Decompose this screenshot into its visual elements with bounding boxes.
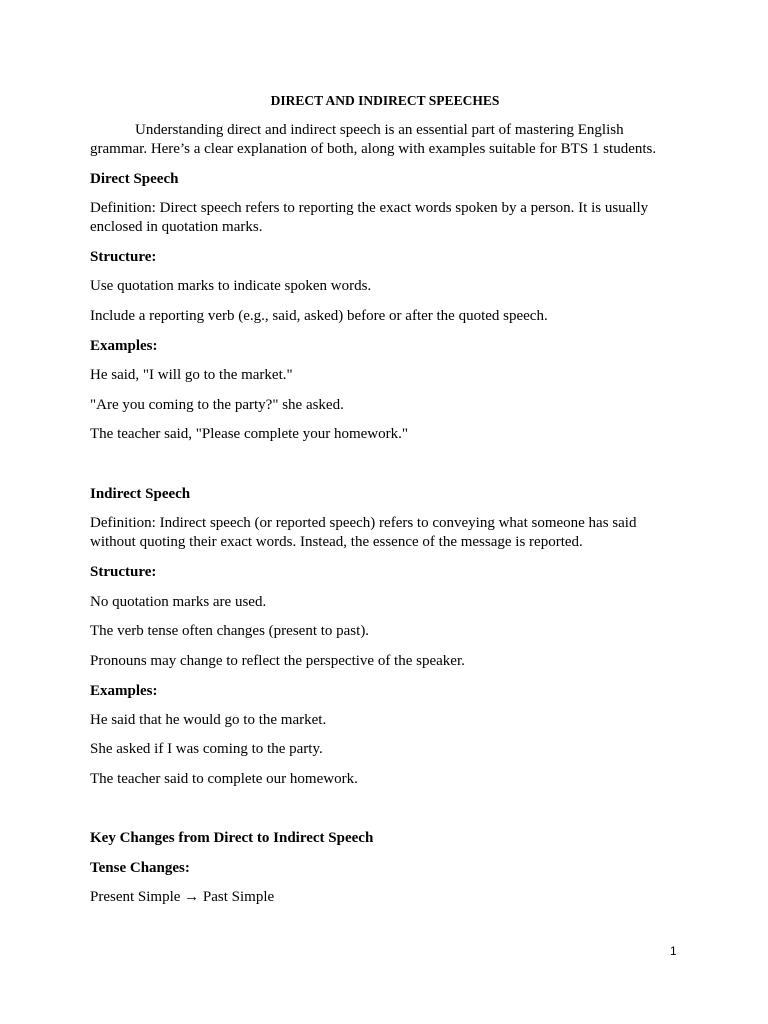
indirect-definition-line-1: Definition: Indirect speech (or reported speech) refers to conveying what someone has said: [90, 515, 637, 531]
indirect-structure-heading: Structure:: [90, 564, 157, 580]
indirect-example-item: He said that he would go to the market.: [90, 712, 327, 728]
direct-structure-item: Include a reporting verb (e.g., said, asked) before or after the quoted speech.: [90, 308, 548, 324]
direct-example-item: "Are you coming to the party?" she asked.: [90, 397, 344, 413]
direct-speech-heading: Direct Speech: [90, 171, 179, 187]
direct-definition-line-2: enclosed in quotation marks.: [90, 219, 263, 235]
indirect-examples-heading: Examples:: [90, 683, 158, 699]
indirect-structure-item: No quotation marks are used.: [90, 594, 267, 610]
key-changes-heading: Key Changes from Direct to Indirect Speech: [90, 830, 374, 846]
direct-example-item: He said, "I will go to the market.": [90, 367, 293, 383]
direct-examples-heading: Examples:: [90, 338, 158, 354]
intro-line-1: Understanding direct and indirect speech is an essential part of mastering English: [135, 122, 624, 138]
direct-example-item: The teacher said, "Please complete your homework.": [90, 426, 408, 442]
intro-line-2: grammar. Here’s a clear explanation of both, along with examples suitable for BTS 1 students.: [90, 141, 657, 157]
indirect-example-item: She asked if I was coming to the party.: [90, 741, 323, 757]
document-title: DIRECT AND INDIRECT SPEECHES: [270, 93, 500, 108]
indirect-example-item: The teacher said to complete our homework.: [90, 771, 358, 787]
direct-structure-heading: Structure:: [90, 249, 157, 265]
page-number: 1: [670, 944, 677, 958]
indirect-structure-item: The verb tense often changes (present to past).: [90, 623, 370, 639]
tense-change-item: Present Simple → Past Simple: [90, 889, 275, 905]
tense-changes-heading: Tense Changes:: [90, 860, 190, 876]
indirect-definition-line-2: without quoting their exact words. Instead, the essence of the message is reported.: [90, 534, 583, 550]
indirect-structure-item: Pronouns may change to reflect the perspective of the speaker.: [90, 653, 465, 669]
direct-definition-line-1: Definition: Direct speech refers to reporting the exact words spoken by a person. It is usually: [90, 200, 649, 216]
direct-structure-item: Use quotation marks to indicate spoken words.: [90, 278, 372, 294]
indirect-speech-heading: Indirect Speech: [90, 486, 191, 502]
